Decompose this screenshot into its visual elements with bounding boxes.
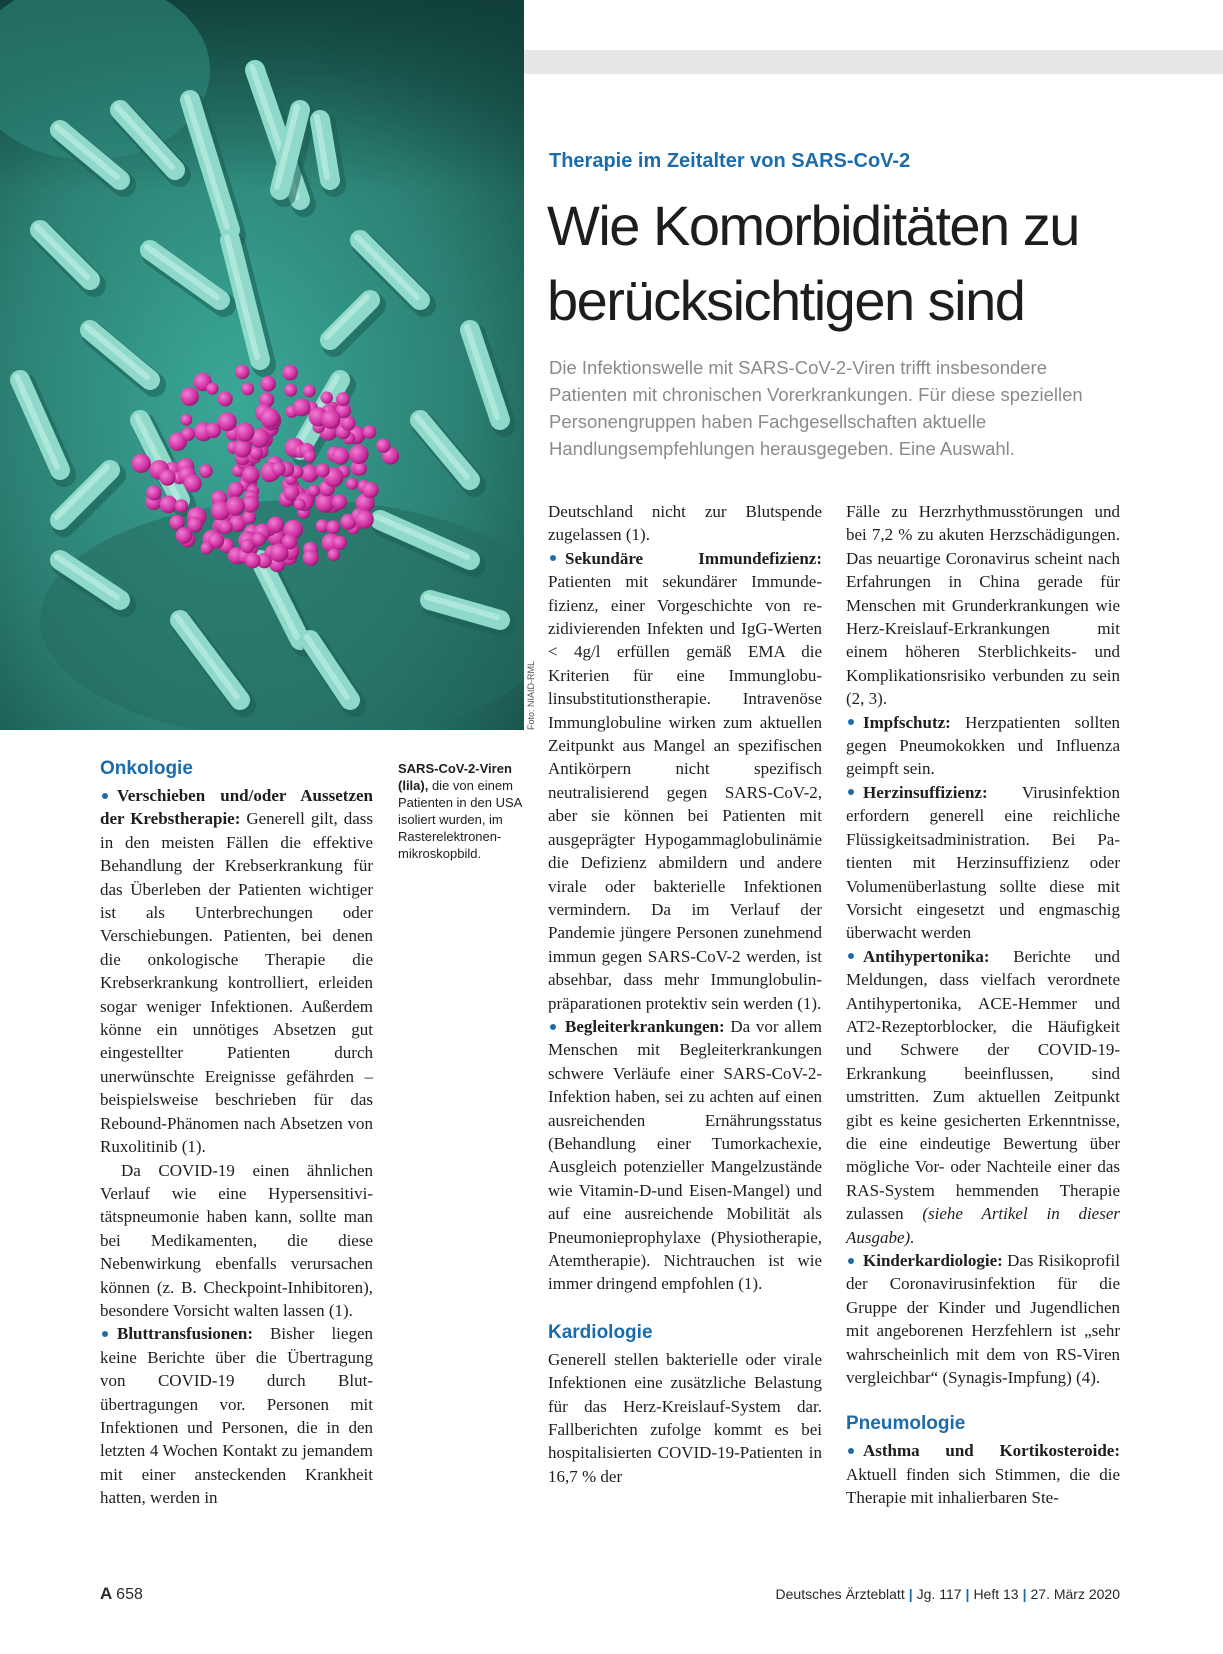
text: Generell gilt, dass in den meisten Fällen die effektive Behandlung der Krebserkrankung für das Überleben der Patienten wichtiger ist als Unterbrechungen oder Verschiebungen. Patienten, bei denen die onkologische Therapie die Krebserkrankung kontrolliert, erleiden sogar weniger Infektionen. Außerdem könne ein unnötiges Absetzen gut eingestellter Patienten durch unerwünschte Ereignisse gefährden – beispielsweise beschrieben für das Rebound-Phänomen nach Absetzen von Ruxolitinib (1).: [100, 809, 373, 1157]
virus-particle: [272, 462, 286, 476]
virus-particle: [355, 510, 374, 529]
virus-particle: [181, 427, 195, 441]
bullet-icon: [848, 1258, 854, 1264]
text: Bisher liegen keine Berichte über die Übertragung von COVID-19 durch Blutübertragungen vor. Personen mit Infektionen und Personen, die in den letzten 4 Wochen Kontakt zu jemandem mit einer ansteckenden Krankheit hatten, werden in: [100, 1324, 373, 1508]
text: Aktuell finden sich Stimmen, die die Therapie mit inhalierbaren Ste-: [846, 1464, 1120, 1508]
virus-particle: [245, 553, 261, 569]
text: Patienten mit sekundärer Immundefizienz, einer Vorgeschichte von rezidivierenden Infekten und IgG-Werten < 4g/l erfüllen gemäß EMA die Kriterien für eine Immunglobulinsubstitutionstherapie. Intravenöse Immunglobuline wirken zum aktuellen Zeitpunkt aus Mangel an spezifischen Antikörpern nicht spezifisch neutralisierend gegen SARS-CoV-2, aber sie können bei Patienten mit ausgeprägter Hypogammaglobulinämie die Defizienz abmildern und andere virale oder bakterielle Infektionen vermindern. Da im Verlauf der Pandemie jüngere Personen zunehmend immun gegen SARS-CoV-2 werden, ist absehbar, dass mehr Immunglobulinpräparationen protektiv sein werden (1).: [548, 572, 822, 1013]
virus-particle: [282, 534, 297, 549]
virus-microscopy-photo: [0, 0, 524, 730]
text-column-3: [846, 500, 1120, 1510]
virus-particle: [159, 470, 175, 486]
separator: |: [965, 1586, 970, 1602]
paragraph: [100, 1159, 373, 1323]
separator: |: [1022, 1586, 1027, 1602]
virus-particle: [241, 382, 254, 395]
text: Virusinfektion erfordern generell eine reichliche Flüssigkeitsadministration. Bei Patienten mit Herzinsuffizienz oder Volumenüberlastung sollte diese mit Vorsicht eingesetzt und engmaschig überwacht werden: [846, 782, 1120, 943]
virus-particle: [226, 497, 245, 516]
virus-particle: [282, 365, 298, 381]
virus-particle: [294, 498, 306, 510]
section-heading-oncology: Onkologie: [100, 758, 193, 779]
virus-particle: [333, 536, 347, 550]
bullet-icon: [102, 793, 108, 799]
header-bar: [524, 50, 1223, 74]
paragraph: [846, 945, 1120, 1249]
journal-name: Deutsches Ärzteblatt: [775, 1586, 905, 1602]
virus-particle: [321, 410, 340, 429]
virus-particle: [308, 485, 320, 497]
bullet-icon: [848, 719, 854, 725]
text: Deutschland nicht zur Blutspende zugelassen (1).: [548, 502, 822, 545]
virus-particle: [336, 392, 350, 406]
virus-particle: [132, 454, 151, 473]
virus-particle: [176, 527, 193, 544]
virus-particle: [200, 542, 212, 554]
term: Herzinsuffizienz:: [863, 782, 988, 802]
cross-reference: (siehe Artikel in dieser Ausgabe).: [846, 1204, 1121, 1247]
text: Generell stellen bakterielle oder virale Infektionen eine zusätzliche Belastung für das Herz-Kreislauf-System dar. Fallberichten zufolge kommt es bei hospitalisierten COVID-19-Patienten in 16,7 % der: [548, 1349, 822, 1486]
paragraph: [100, 1322, 373, 1509]
paragraph: [846, 711, 1120, 781]
virus-particle: [260, 408, 280, 428]
journal-date: 27. März 2020: [1030, 1586, 1120, 1602]
text-column-2: [548, 500, 822, 1488]
virus-particle: [376, 438, 390, 452]
virus-particle: [206, 383, 218, 395]
paragraph: [846, 500, 1120, 711]
virus-particle: [218, 391, 233, 406]
journal-info: [776, 1586, 1120, 1602]
term: Kinderkardiologie:: [863, 1251, 1003, 1270]
section-heading-cardiology: Kardiologie: [548, 1321, 653, 1343]
bullet-icon: [848, 1448, 854, 1454]
virus-particle: [235, 365, 250, 380]
virus-particle: [199, 464, 213, 478]
paragraph: [846, 1249, 1120, 1389]
virus-particle: [349, 444, 369, 464]
term: Antihypertonika:: [863, 946, 990, 966]
term: Begleiterkrankungen:: [565, 1016, 725, 1036]
paragraph: [846, 781, 1120, 945]
virus-particle: [180, 414, 192, 426]
paragraph: [548, 500, 822, 547]
virus-particle: [303, 550, 319, 566]
virus-particle: [328, 548, 341, 561]
virus-particle: [184, 475, 202, 493]
page-letter: A: [100, 1584, 113, 1603]
virus-particle: [252, 532, 266, 546]
text: Berichte und Meldungen, dass vielfach verordnete Antihypertonika, ACE-Hemmer und AT2-Rezeptorblocker, die Häufigkeit und Schwere der COVID-19-Erkrankung beeinflussen, sind umstritten. Zum aktuellen Zeitpunkt gibt es keine gesicherten Erkenntnisse, die eine eindeutige Bewertung über mögliche Vor- oder Nachteile einer das RAS-System hemmenden Therapie zulassen: [846, 946, 1120, 1224]
virus-particle: [332, 494, 347, 509]
virus-particle: [316, 463, 330, 477]
virus-particle: [301, 464, 319, 482]
text: Fälle zu Herzrhythmusstörungen und bei 7,2 % zu akuten Herzschädigungen. Das neuartige Coronavirus scheint nach Erfahrungen in China gerade für Menschen mit Grunderkrankungen wie Herz-Kreislauf-Erkrankungen mit einem höheren Sterblichkeits- und Komplikationsrisiko verbunden zu sein (2, 3).: [846, 502, 1120, 709]
caption-bold: SARS-CoV-2-Viren (lila),: [398, 761, 512, 793]
virus-particle: [354, 462, 367, 475]
virus-particle: [346, 478, 358, 490]
term: Impfschutz:: [863, 712, 951, 732]
text: Herzpatienten sollten gegen Pneumokokken und Influenza geimpft sein.: [846, 712, 1120, 779]
article-lead: Die Infektionswelle mit SARS-CoV-2-Viren trifft insbesondere Patienten mit chronischen Vorerkrankungen. Für diese speziellen Personengruppen haben Fachgesellschaften aktuelle Handlungsempfehlungen herausgegeben. Eine Auswahl.: [549, 357, 1083, 459]
term: Asthma und Kortikosteroide:: [863, 1441, 1120, 1461]
article-kicker: Therapie im Zeitalter von SARS-CoV-2: [549, 150, 911, 172]
virus-particle: [267, 516, 284, 533]
virus-particle: [233, 440, 251, 458]
section-heading-pneumology: Pneumologie: [846, 1413, 966, 1435]
virus-particle: [175, 499, 188, 512]
paragraph: [548, 1348, 822, 1488]
virus-particle: [303, 385, 316, 398]
caption-text: die von einem Patienten in den USA isoliert wurden, im Rasterelektronenmikroskopbild.: [398, 778, 522, 861]
bullet-icon: [848, 789, 854, 795]
term: Bluttransfusionen:: [117, 1324, 254, 1344]
virus-particle: [304, 450, 316, 462]
text: Das Risikoprofil der Coronavirusinfektion für die Gruppe der Kinder und Jugendlichen mit angeborenen Herzfehlern ist „sehr wahrscheinlich mit dem von RS-Viren vergleichbar“ (Synagis-Impfung) (4).: [846, 1251, 1120, 1388]
term: Verschieben und/oder Aussetzen der Krebstherapie:: [100, 786, 373, 829]
bullet-icon: [102, 1331, 108, 1337]
text-column-1: [100, 756, 373, 1510]
virus-particle: [362, 482, 378, 498]
virus-particle: [321, 391, 333, 403]
bullet-icon: [550, 1024, 556, 1030]
journal-volume: Jg. 117: [916, 1586, 962, 1602]
virus-particle: [146, 485, 161, 500]
virus-particle: [363, 425, 377, 439]
paragraph: [100, 784, 373, 1159]
virus-particle: [160, 496, 178, 514]
journal-issue: Heft 13: [973, 1586, 1019, 1602]
text: Da vor allem Menschen mit Begleiterkrankungen schwere Verläufe einer SARS-CoV-2-Infektion haben, sei zu achten auf einen ausreichenden Ernährungsstatus (Behandlung einer Tumorkachexie, Ausgleich potenzieller Mangelzustände wie Vitamin-D-und Eisen-Mangel) und auf eine ausreichende Mobilität als Pneumonieprophylaxe (Physiotherapie, Atemtherapie). Nichtrauchen ist wie immer dringend empfohlen (1).: [548, 1016, 822, 1294]
virus-particle: [293, 398, 311, 416]
virus-particle: [180, 387, 199, 406]
separator: |: [908, 1586, 913, 1602]
paragraph: [846, 1439, 1120, 1509]
paragraph: [548, 1015, 822, 1296]
virus-particle: [235, 423, 254, 442]
bullet-icon: [550, 555, 556, 561]
virus-particle: [326, 520, 340, 534]
virus-particle: [284, 384, 297, 397]
page-number-value: 658: [116, 1586, 143, 1603]
virus-particle: [260, 376, 276, 392]
article-title: Wie Komorbiditäten zu berücksichtigen sind: [547, 194, 1079, 332]
virus-particle: [205, 423, 221, 439]
bullet-icon: [848, 953, 854, 959]
virus-particle: [332, 447, 350, 465]
virus-particle: [219, 520, 233, 534]
text: Da COVID-19 einen ähnlichen Verlauf wie eine Hypersensitivitätspneumonie haben kann, sollte man bei Medikamenten, die diese Nebenwirkung ebenfalls verursachen können (z. B. Checkpoint-Inhibitoren), besondere Vorsicht walten lassen (1).: [100, 1160, 373, 1320]
page-footer: [100, 1584, 1120, 1604]
paragraph: [548, 547, 822, 1015]
photo-credit: Foto: NIAID-RML: [526, 660, 536, 730]
virus-particle: [242, 466, 260, 484]
photo-caption: [398, 760, 522, 862]
page-number: [100, 1586, 143, 1602]
term: Sekundäre Immundefizienz:: [565, 548, 822, 568]
virus-particle: [228, 482, 243, 497]
